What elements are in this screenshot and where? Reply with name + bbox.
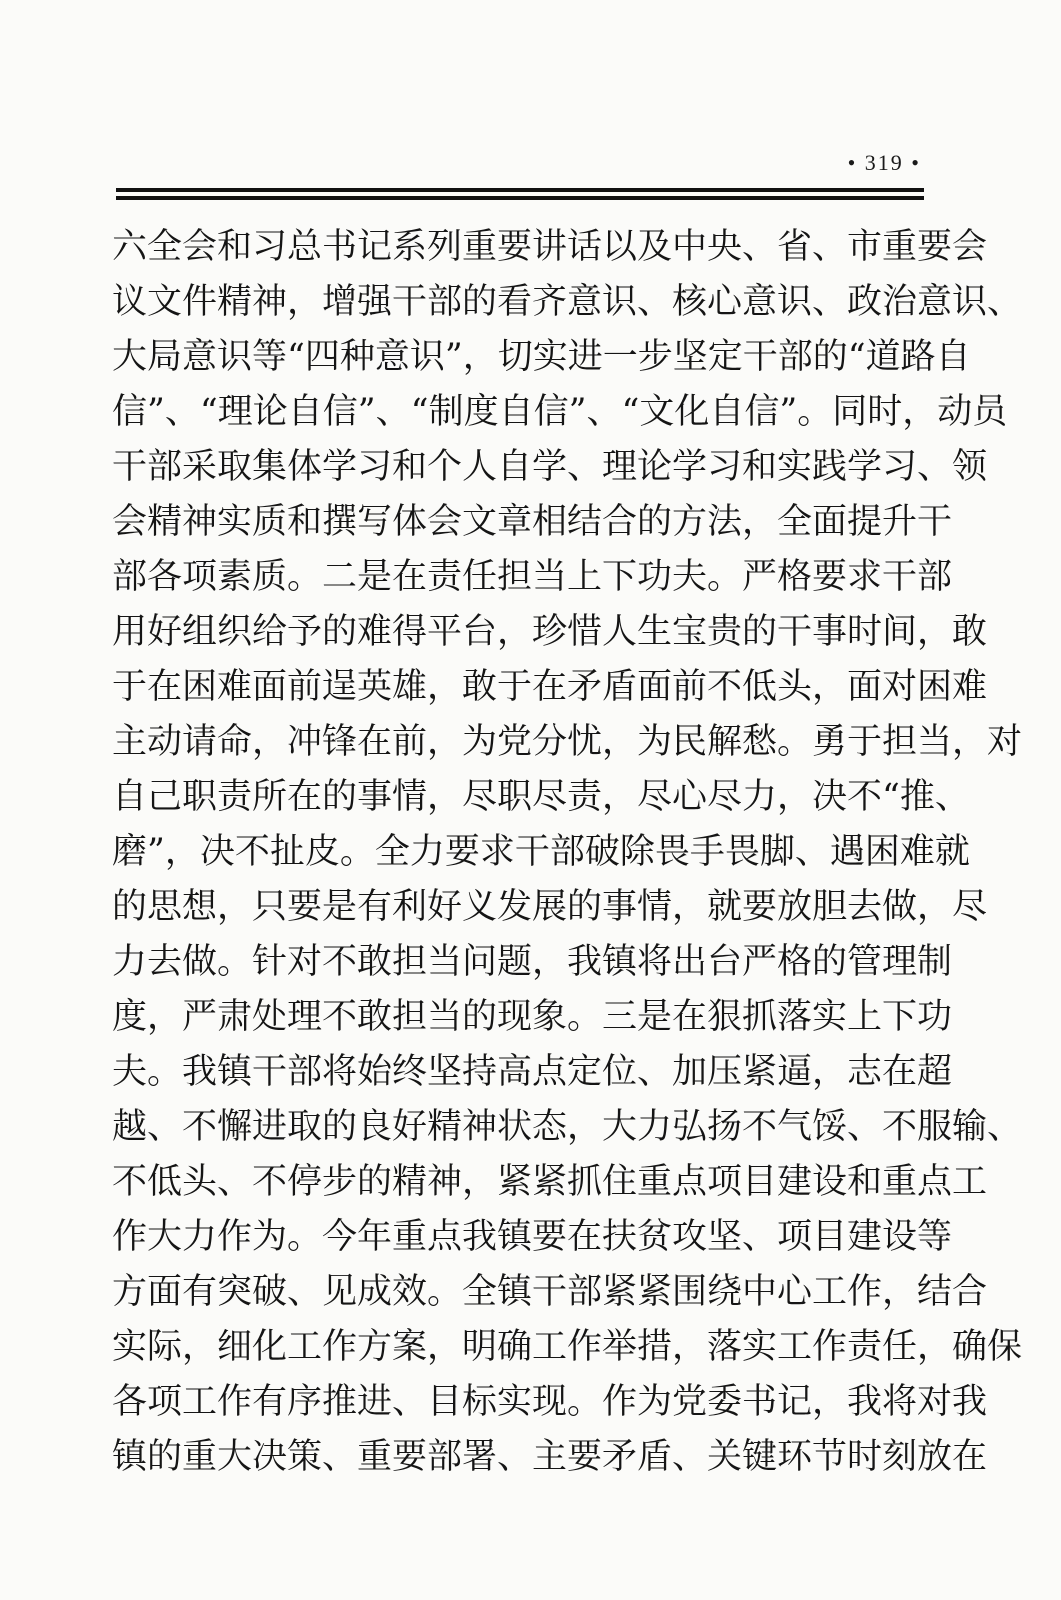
header-rule-thick [116, 188, 924, 192]
page-number: • 319 • [847, 150, 921, 175]
text-line: 自己职责所在的事情，尽职尽责，尽心尽力，决不“推、 [112, 777, 970, 817]
text-line: 议文件精神，增强干部的看齐意识、核心意识、政治意识、 [112, 282, 1023, 322]
text-line: 磨”，决不扯皮。全力要求干部破除畏手畏脚、遇困难就 [112, 832, 970, 872]
text-line: 不低头、不停步的精神，紧紧抓住重点项目建设和重点工 [112, 1162, 988, 1202]
running-head [116, 150, 921, 180]
text-line: 镇的重大决策、重要部署、主要矛盾、关键环节时刻放在 [112, 1437, 988, 1477]
text-line: 的思想，只要是有利好义发展的事情，就要放胆去做，尽 [112, 887, 988, 927]
text-line: 会精神实质和撰写体会文章相结合的方法，全面提升干 [112, 502, 953, 542]
text-line: 作大力作为。今年重点我镇要在扶贫攻坚、项目建设等 [112, 1217, 953, 1257]
header-rule-thin [116, 196, 924, 200]
text-line: 于在困难面前逞英雄，敢于在矛盾面前不低头，面对困难 [112, 667, 988, 707]
text-line: 主动请命，冲锋在前，为党分忧，为民解愁。勇于担当，对 [112, 722, 1023, 762]
body-text [112, 220, 1023, 1485]
text-line: 六全会和习总书记系列重要讲话以及中央、省、市重要会 [112, 227, 988, 267]
text-line: 力去做。针对不敢担当问题，我镇将出台严格的管理制 [112, 942, 953, 982]
text-line: 用好组织给予的难得平台，珍惜人生宝贵的干事时间，敢 [112, 612, 988, 652]
text-line: 实际，细化工作方案，明确工作举措，落实工作责任，确保 [112, 1327, 1023, 1367]
text-line: 信”、“理论自信”、“制度自信”、“文化自信”。同时，动员 [112, 392, 1008, 432]
text-line: 越、不懈进取的良好精神状态，大力弘扬不气馁、不服输、 [112, 1107, 1023, 1147]
text-line: 夫。我镇干部将始终坚持高点定位、加压紧逼，志在超 [112, 1052, 953, 1092]
text-line: 度，严肃处理不敢担当的现象。三是在狠抓落实上下功 [112, 997, 953, 1037]
text-line: 部各项素质。二是在责任担当上下功夫。严格要求干部 [112, 557, 953, 597]
text-line: 干部采取集体学习和个人自学、理论学习和实践学习、领 [112, 447, 988, 487]
text-line: 各项工作有序推进、目标实现。作为党委书记，我将对我 [112, 1382, 988, 1422]
text-line: 大局意识等“四种意识”，切实进一步坚定干部的“道路自 [112, 337, 971, 377]
text-line: 方面有突破、见成效。全镇干部紧紧围绕中心工作，结合 [112, 1272, 988, 1312]
